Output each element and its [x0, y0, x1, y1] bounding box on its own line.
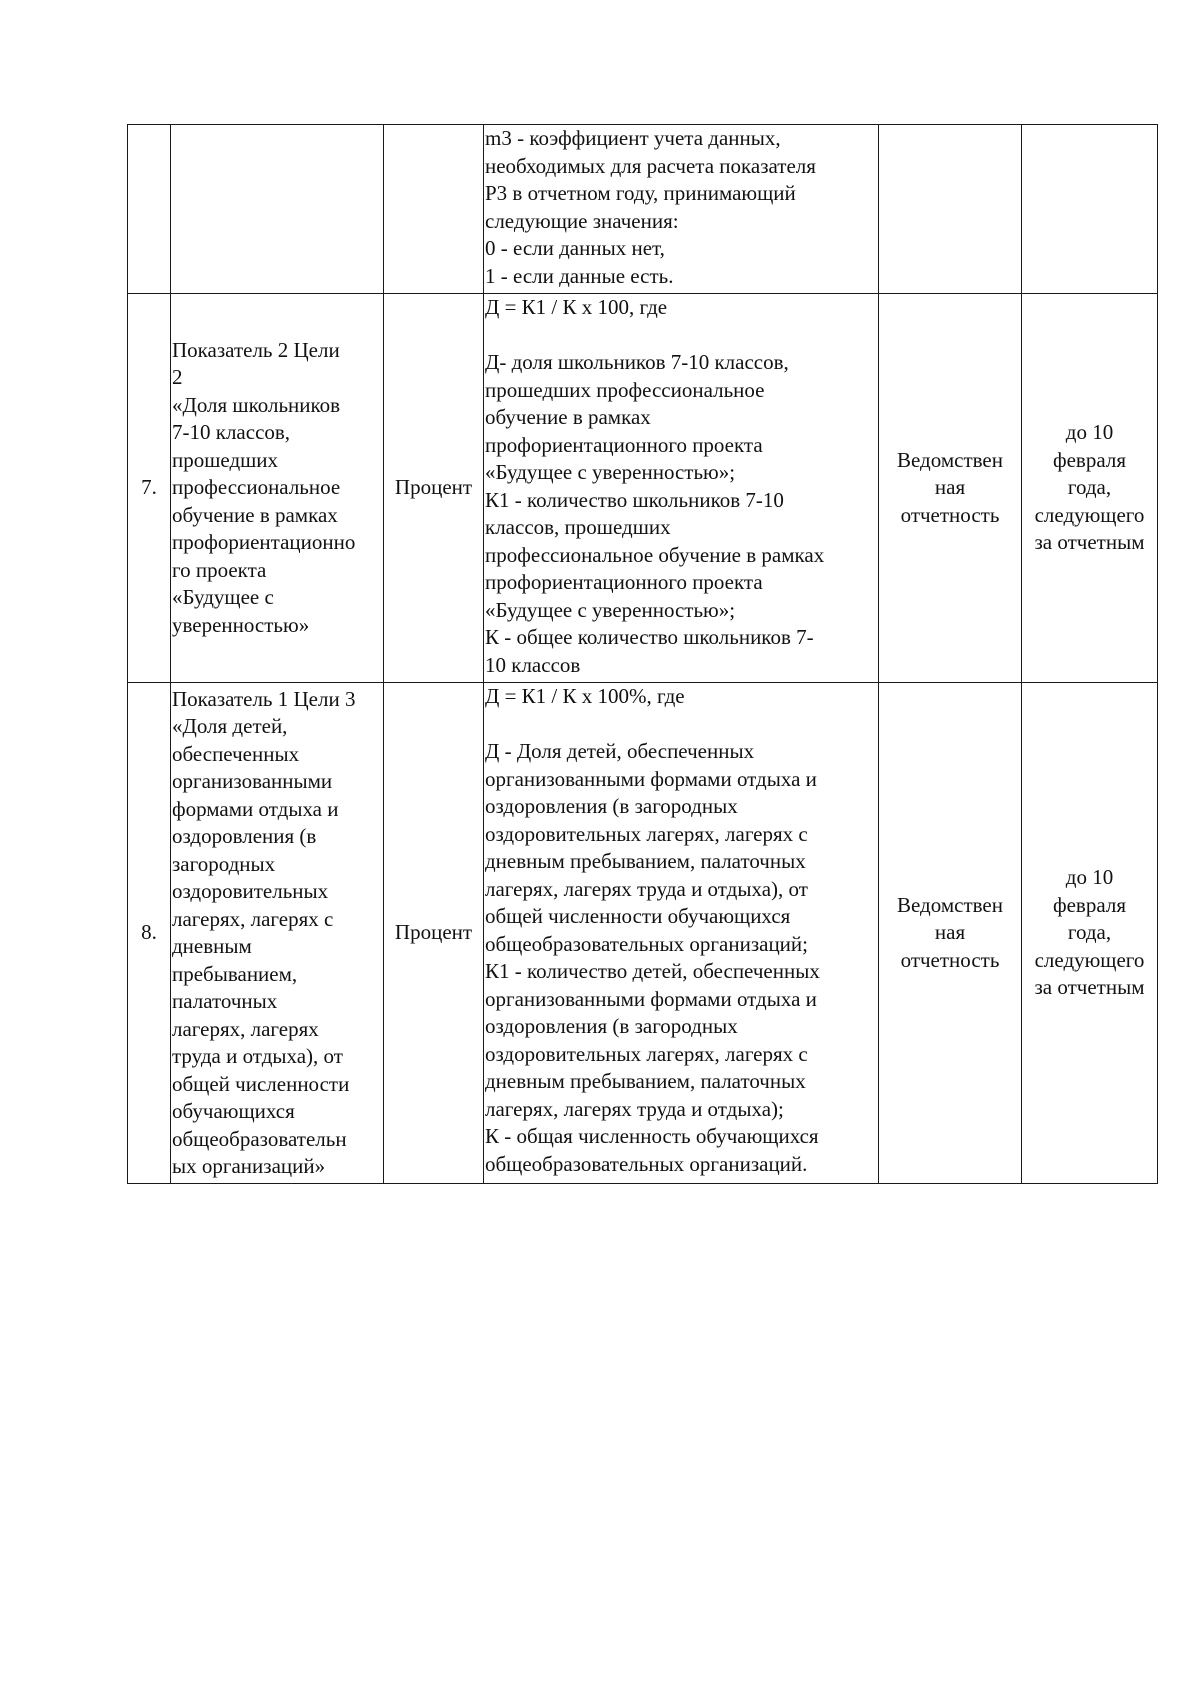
text-line: 0 - если данных нет,: [485, 236, 665, 260]
text-line: профориентационного проекта: [485, 570, 763, 594]
text-line: классов, прошедших: [485, 515, 671, 539]
text-line: общей численности обучающихся: [485, 904, 791, 928]
text-line: за отчетным: [1034, 975, 1145, 1000]
text-line: оздоровительных лагерях, лагерях с: [485, 1041, 808, 1066]
source-text: [880, 892, 1020, 975]
text-line: следующие значения:: [485, 208, 679, 233]
text-line: 2: [172, 365, 183, 390]
text-line: оздоровления (в загородных: [485, 1014, 738, 1038]
text-line: общеобразовательн: [172, 1126, 347, 1151]
text-line: пребыванием,: [172, 961, 298, 986]
text-line: общеобразовательных организаций;: [485, 931, 808, 956]
indicator-name-cell: [171, 294, 384, 683]
text-line: общей численности: [172, 1071, 350, 1096]
text-line: оздоровительных лагерях, лагерях с: [485, 821, 808, 846]
text-line: «Будущее с: [172, 585, 274, 610]
text-line: прошедших: [172, 447, 279, 472]
text-line: «Доля детей,: [172, 714, 288, 738]
text-line: К - общая численность обучающихся: [485, 1124, 819, 1148]
text-line: отчетность: [900, 947, 1000, 972]
text-line: организованными: [172, 769, 333, 793]
term-cell: [1022, 125, 1158, 294]
text-line: до 10: [1065, 420, 1114, 445]
text-line: m3 - коэффициент учета данных,: [485, 126, 781, 150]
formula-cell: [484, 125, 879, 294]
text-line: года,: [1067, 920, 1112, 945]
row-number-cell: [128, 125, 171, 294]
text-line: дневным пребыванием, палаточных: [485, 1069, 806, 1093]
text-line: общеобразовательных организаций.: [485, 1151, 808, 1176]
indicator-name-text: [172, 686, 382, 1181]
text-line: Д- доля школьников 7-10 классов,: [485, 350, 789, 374]
text-line: отчетность: [900, 502, 1000, 527]
unit-cell: Процент: [384, 683, 484, 1184]
text-line: 10 классов: [485, 652, 581, 677]
text-line: профориентационного проекта: [485, 432, 763, 457]
indicators-table: [127, 124, 1158, 1184]
text-line: следующего: [1034, 502, 1145, 527]
text-line: обучающихся: [172, 1099, 295, 1123]
text-line: обучение в рамках: [172, 502, 338, 527]
text-line: Показатель 1 Цели 3: [172, 686, 356, 711]
term-text: [1023, 864, 1156, 1002]
formula-cell: [484, 683, 879, 1184]
text-line: необходимых для расчета показателя: [485, 153, 816, 178]
table-row-continuation: [128, 125, 1158, 294]
text-line: оздоровления (в загородных: [485, 794, 738, 818]
text-line: К1 - количество школьников 7-10: [485, 487, 784, 512]
text-line: Д = К1 / К х 100%, где: [485, 684, 685, 708]
formula-text: [485, 294, 877, 679]
text-line: до 10: [1065, 865, 1114, 890]
text-line: лагерях, лагерях труда и отдыха), от: [485, 876, 808, 901]
text-line: дневным пребыванием, палаточных: [485, 849, 806, 873]
text-line: Д - Доля детей, обеспеченных: [485, 739, 755, 763]
indicator-name-cell: [171, 683, 384, 1184]
text-line: 1 - если данные есть.: [485, 263, 674, 288]
text-line: обучение в рамках: [485, 405, 651, 429]
text-line: лагерях, лагерях труда и отдыха);: [485, 1096, 784, 1121]
text-line: дневным: [172, 934, 252, 958]
unit-cell: [384, 125, 484, 294]
text-line: обеспеченных: [172, 741, 300, 766]
text-line: 7-10 классов,: [172, 420, 291, 445]
text-line: года,: [1067, 475, 1112, 500]
source-cell: [879, 683, 1022, 1184]
text-line: «Будущее с уверенностью»;: [485, 460, 736, 484]
text-line: лагерях, лагерях: [172, 1016, 319, 1041]
text-line: К1 - количество детей, обеспеченных: [485, 959, 820, 983]
text-line: P3 в отчетном году, принимающий: [485, 181, 796, 205]
text-line: «Доля школьников: [172, 392, 341, 417]
text-line: го проекта: [172, 557, 267, 582]
table-row-8: [128, 683, 1158, 1184]
row-number-cell: 7.: [128, 294, 171, 683]
text-line: Ведомствен: [897, 892, 1003, 917]
text-line: Показатель 2 Цели: [172, 337, 340, 362]
text-line: К - общее количество школьников 7-: [485, 625, 814, 649]
text-line: ная: [934, 920, 966, 945]
text-line: за отчетным: [1034, 530, 1145, 555]
term-cell: [1022, 294, 1158, 683]
text-line: оздоровления (в: [172, 824, 317, 848]
formula-text: [485, 683, 877, 1178]
row-number-cell: 8.: [128, 683, 171, 1184]
text-line: Ведомствен: [897, 447, 1003, 472]
text-line: формами отдыха и: [172, 796, 339, 821]
text-line: лагерях, лагерях с: [172, 906, 334, 931]
indicator-name-text: [172, 337, 382, 640]
text-line: профессиональное: [172, 475, 341, 500]
source-cell: [879, 125, 1022, 294]
text-line: прошедших профессиональное: [485, 377, 765, 402]
text-line: Д = К1 / К х 100, где: [485, 295, 668, 319]
text-line: [485, 322, 877, 350]
text-line: [485, 711, 877, 739]
indicator-name-cell: [171, 125, 384, 294]
unit-cell: Процент: [384, 294, 484, 683]
text-line: загородных: [172, 851, 276, 876]
table-row-7: [128, 294, 1158, 683]
text-line: уверенностью»: [172, 612, 310, 637]
text-line: профориентационно: [172, 530, 356, 555]
text-line: февраля: [1053, 892, 1126, 917]
text-line: палаточных: [172, 989, 278, 1013]
source-cell: [879, 294, 1022, 683]
text-line: труда и отдыха), от: [172, 1044, 343, 1068]
text-line: следующего: [1034, 947, 1145, 972]
text-line: «Будущее с уверенностью»;: [485, 597, 736, 622]
text-line: профессиональное обучение в рамках: [485, 542, 825, 567]
text-line: оздоровительных: [172, 879, 329, 903]
formula-cell: [484, 294, 879, 683]
text-line: ых организаций»: [172, 1154, 326, 1178]
text-line: февраля: [1053, 447, 1126, 472]
formula-text: [485, 125, 877, 290]
term-cell: [1022, 683, 1158, 1184]
source-text: [880, 447, 1020, 530]
term-text: [1023, 419, 1156, 557]
text-line: организованными формами отдыха и: [485, 766, 817, 791]
text-line: организованными формами отдыха и: [485, 986, 817, 1011]
text-line: ная: [934, 475, 966, 500]
